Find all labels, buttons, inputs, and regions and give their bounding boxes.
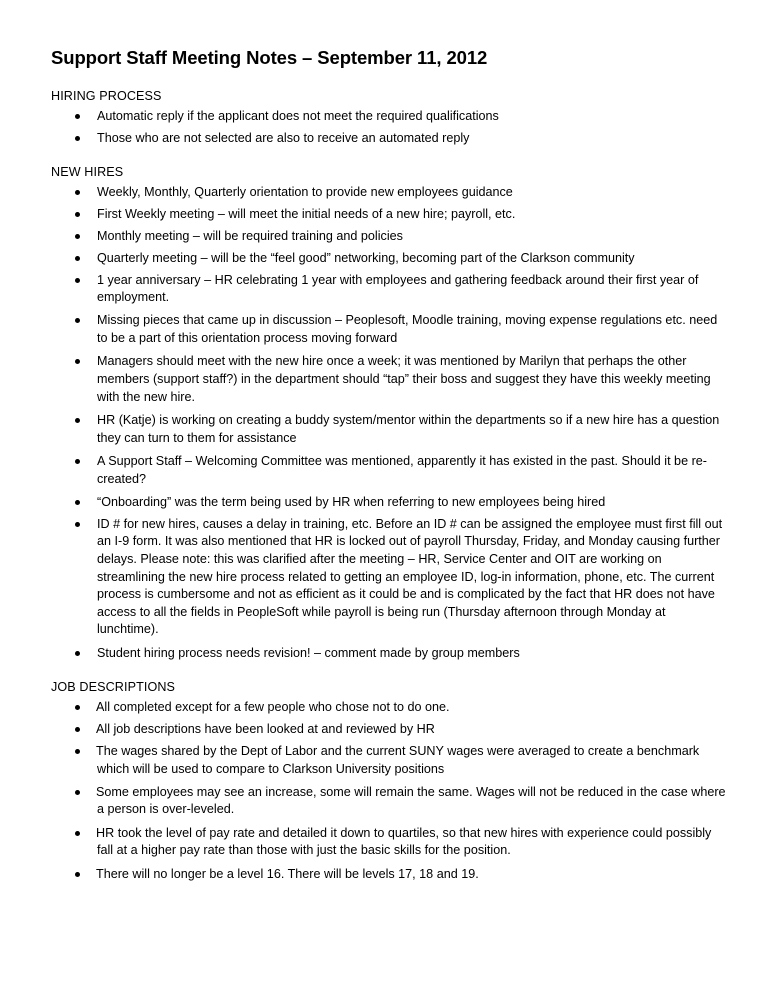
section-hiring-process — [51, 88, 728, 147]
list-item — [51, 866, 728, 884]
bullet-icon — [75, 190, 80, 195]
list-item-text: 1 year anniversary – HR celebrating 1 year with employees and gathering feedback around their first year of employment. — [97, 272, 699, 305]
bullet-icon — [75, 359, 80, 364]
list-item-text: Managers should meet with the new hire once a week; it was mentioned by Marilyn that perhaps the other members (support staff?) in the department should “tap” their boss and suggest they have this weekly meeting with the new hire. — [97, 354, 711, 404]
list-item — [51, 784, 728, 819]
list-item — [51, 645, 728, 663]
list-item-text: HR took the level of pay rate and detailed it down to quartiles, so that new hires with experience could possibly fall at a higher pay rate than those with just the basic skills for the position. — [96, 825, 712, 858]
section-job-descriptions — [51, 679, 728, 883]
bullet-icon — [75, 212, 80, 217]
list-item — [51, 453, 728, 488]
bullet-icon — [75, 278, 80, 283]
list-item-text: Automatic reply if the applicant does not meet the required qualifications — [97, 109, 499, 123]
list-item-text: The wages shared by the Dept of Labor and the current SUNY wages were averaged to create a benchmark which will be used to compare to Clarkson University positions — [96, 743, 700, 776]
list-item-text: Quarterly meeting – will be the “feel good” networking, becoming part of the Clarkson community — [97, 250, 635, 265]
list-item — [51, 699, 728, 717]
list-item-text: Student hiring process needs revision! – comment made by group members — [97, 645, 520, 660]
list-item — [51, 130, 728, 148]
list-item-text: Those who are not selected are also to receive an automated reply — [97, 130, 470, 145]
list-item-text: There will no longer be a level 16. There will be levels 17, 18 and 19. — [96, 866, 479, 881]
list-item-text: “Onboarding” was the term being used by HR when referring to new employees being hired — [97, 495, 606, 510]
list-item — [51, 721, 728, 739]
list-item-text: ID # for new hires, causes a delay in training, etc. Before an ID # can be assigned the employee must first fill out an I-9 form. It was also mentioned that HR is locked out of payroll Thursday, Friday, and Monday causing further delays. Please note: this was clarified after the meeting – HR, Service Center and OIT are working on streamlining the new hire process related to getting an employee ID, log-in information, phone, etc. The current process is cumbersome and not as efficient as it could be and is complicated by the fact that HR does not have access to all the fields in PeopleSoft while payroll is being run (Thursday afternoon through Monday at lunchtime). — [97, 516, 723, 637]
list-item-text: A Support Staff – Welcoming Committee was mentioned, apparently it has existed in the past. Should it be re-created? — [97, 454, 707, 486]
list-item-text: Weekly, Monthly, Quarterly orientation to provide new employees guidance — [97, 185, 513, 200]
list-item-text: First Weekly meeting – will meet the initial needs of a new hire; payroll, etc. — [97, 207, 516, 222]
section-new-hires — [51, 164, 728, 662]
list-item — [51, 228, 728, 246]
bullet-icon — [75, 749, 80, 754]
list-item-text: Some employees may see an increase, some will remain the same. Wages will not be reduced in the case where a person is over-leveled. — [96, 784, 726, 817]
list-item-text: HR (Katje) is working on creating a buddy system/mentor within the departments so if a new hire has a question they can turn to them for assistance — [97, 413, 720, 445]
bullet-icon — [75, 459, 80, 464]
list-item — [51, 825, 728, 860]
list-item — [51, 272, 728, 307]
bullet-icon — [75, 522, 80, 527]
bullet-icon — [75, 872, 80, 877]
bullet-icon — [75, 831, 80, 836]
bullet-icon — [75, 234, 80, 239]
list-item-text: All job descriptions have been looked at and reviewed by HR — [96, 722, 435, 737]
section-heading-hiring-process: HIRING PROCESS — [51, 89, 162, 103]
bullet-icon — [75, 136, 80, 141]
document-title: Support Staff Meeting Notes – September 11, 2012 — [51, 47, 488, 68]
bullet-icon — [75, 500, 80, 505]
list-item-text: Monthly meeting – will be required training and policies — [97, 228, 403, 243]
bullet-icon — [75, 418, 80, 423]
list-item — [51, 412, 728, 447]
bullet-icon — [75, 256, 80, 261]
list-item-text: All completed except for a few people who chose not to do one. — [96, 700, 450, 715]
hiring-process-list — [51, 108, 728, 147]
list-item — [51, 250, 728, 268]
bullet-icon — [75, 705, 80, 710]
list-item — [51, 516, 728, 639]
section-heading-new-hires: NEW HIRES — [51, 165, 124, 180]
bullet-icon — [75, 790, 80, 795]
bullet-icon — [75, 318, 80, 323]
list-item-text: Missing pieces that came up in discussion – Peoplesoft, Moodle training, moving expense regulations etc. need to be a part of this orientation process moving forward — [97, 313, 718, 346]
section-heading-job-descriptions: JOB DESCRIPTIONS — [51, 680, 176, 695]
new-hires-list — [51, 184, 728, 662]
bullet-icon — [75, 114, 80, 119]
bullet-icon — [75, 727, 80, 732]
list-item — [51, 108, 728, 126]
list-item — [51, 743, 728, 778]
bullet-icon — [75, 651, 80, 656]
list-item — [51, 312, 728, 347]
list-item — [51, 206, 728, 224]
list-item — [51, 353, 728, 406]
job-descriptions-list — [51, 699, 728, 883]
list-item — [51, 184, 728, 202]
list-item — [51, 494, 728, 512]
